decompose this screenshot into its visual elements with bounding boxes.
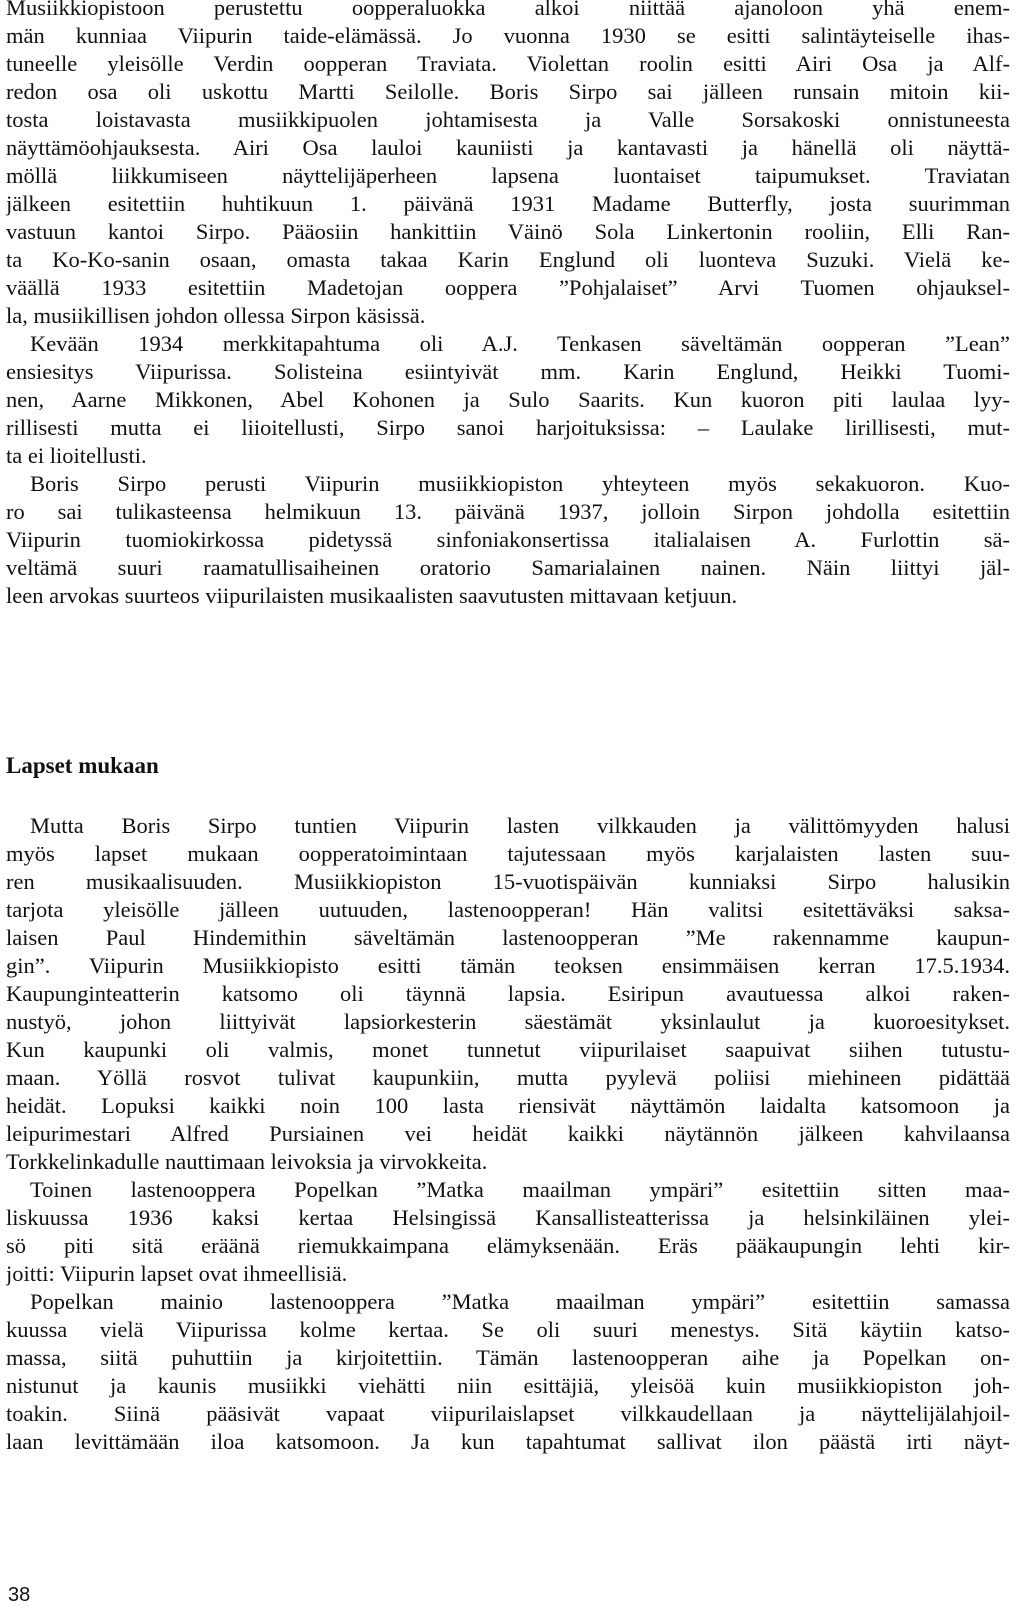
text-line: ren musikaalisuuden. Musiikkiopiston 15-vuotispäivän kunniaksi Sirpo halusikin [6, 869, 1010, 894]
text-line: Viipurin tuomiokirkossa pidetyssä sinfoniakonsertissa italialaisen A. Furlottin sä- [6, 527, 1010, 552]
text-line: nustyö, johon liittyivät lapsiorkesterin säestämät yksinlaulut ja kuoroesitykset. [6, 1009, 1010, 1034]
text-line: liskuussa 1936 kaksi kertaa Helsingissä Kansallisteatterissa ja helsinkiläinen ylei- [6, 1205, 1010, 1230]
text-line: laan levittämään iloa katsomoon. Ja kun tapahtumat sallivat ilon päästä irti näyt- [6, 1429, 1010, 1454]
text-line: tarjota yleisölle jälleen uutuuden, lastenoopperan! Hän valitsi esitettäväksi saksa- [6, 897, 1010, 922]
text-line: väällä 1933 esitettiin Madetojan ooppera ”Pohjalaiset” Arvi Tuomen ohjauksel- [6, 275, 1010, 300]
text-line: Torkkelinkadulle nauttimaan leivoksia ja virvokkeita. [6, 1149, 488, 1174]
text-line: tuneelle yleisölle Verdin oopperan Traviata. Violettan roolin esitti Airi Osa ja Alf- [6, 51, 1010, 76]
text-line: kuussa vielä Viipurissa kolme kertaa. Se oli suuri menestys. Sitä käytiin katso- [6, 1317, 1010, 1342]
text-line: män kunniaa Viipurin taide-elämässä. Jo vuonna 1930 se esitti salintäyteiselle ihas- [6, 23, 1010, 48]
text-line: ta ei lioitellusti. [6, 443, 147, 468]
text-line: ro sai tulikasteensa helmikuun 13. päivänä 1937, jolloin Sirpon johdolla esitettiin [6, 499, 1010, 524]
text-line: Popelkan mainio lastenooppera ”Matka maailman ympäri” esitettiin samassa [30, 1289, 1010, 1314]
body-text-children-opera [6, 812, 1010, 1456]
body-text-opera-history [6, 0, 1010, 610]
text-line: maan. Yöllä rosvot tulivat kaupunkiin, mutta pyylevä poliisi miehineen pidättää [6, 1065, 1010, 1090]
text-line: veltämä suuri raamatullisaiheinen oratorio Samarialainen nainen. Näin liittyi jäl- [6, 555, 1010, 580]
text-line: näyttämöohjauksesta. Airi Osa lauloi kauniisti ja kantavasti ja hänellä oli näyttä- [6, 135, 1010, 160]
text-line: redon osa oli uskottu Martti Seilolle. Boris Sirpo sai jälleen runsain mitoin kii- [6, 79, 1010, 104]
text-line: massa, siitä puhuttiin ja kirjoitettiin. Tämän lastenoopperan aihe ja Popelkan on- [6, 1345, 1010, 1370]
page-number: 38 [8, 1584, 31, 1606]
text-line: laisen Paul Hindemithin säveltämän lastenoopperan ”Me rakennamme kaupun- [6, 925, 1010, 950]
text-line: gin”. Viipurin Musiikkiopisto esitti tämän teoksen ensimmäisen kerran 17.5.1934. [6, 953, 1010, 978]
text-line: la, musiikillisen johdon ollessa Sirpon käsissä. [6, 303, 426, 328]
text-line: nen, Aarne Mikkonen, Abel Kohonen ja Sulo Saarits. Kun kuoron piti laulaa lyy- [6, 387, 1010, 412]
text-line: Boris Sirpo perusti Viipurin musiikkiopiston yhteyteen myös sekakuoron. Kuo- [30, 471, 1010, 496]
text-line: myös lapset mukaan oopperatoimintaan tajutessaan myös karjalaisten lasten suu- [6, 841, 1010, 866]
text-line: Kun kaupunki oli valmis, monet tunnetut viipurilaiset saapuivat siihen tutustu- [6, 1037, 1010, 1062]
text-line: möllä liikkumiseen näyttelijäperheen lapsena luontaiset taipumukset. Traviatan [6, 163, 1010, 188]
text-line: joitti: Viipurin lapset ovat ihmeellisiä. [6, 1261, 348, 1286]
text-line: rillisesti mutta ei liioitellusti, Sirpo sanoi harjoituksissa: – Laulake lirillisesti, mut- [6, 415, 1010, 440]
text-line: tosta loistavasta musiikkipuolen johtamisesta ja Valle Sorsakoski onnistuneesta [6, 107, 1010, 132]
text-line: leen arvokas suurteos viipurilaisten musikaalisten saavutusten mittavaan ketjuun. [6, 583, 738, 608]
text-line: vastuun kantoi Sirpo. Pääosiin hankittiin Väinö Sola Linkertonin rooliin, Elli Ran- [6, 219, 1010, 244]
text-line: sö piti sitä eräänä riemukkaimpana elämyksenään. Eräs pääkaupungin lehti kir- [6, 1233, 1010, 1258]
text-line: nistunut ja kaunis musiikki viehätti niin esittäjiä, yleisöä kuin musiikkiopiston joh- [6, 1373, 1010, 1398]
text-line: Musiikkiopistoon perustettu oopperaluokka alkoi niittää ajanoloon yhä enem- [6, 0, 1010, 20]
text-line: Kevään 1934 merkkitapahtuma oli A.J. Tenkasen säveltämän oopperan ”Lean” [30, 331, 1010, 356]
text-line: heidät. Lopuksi kaikki noin 100 lasta riensivät näyttämön laidalta katsomoon ja [6, 1093, 1010, 1118]
section-heading: Lapset mukaan [6, 753, 159, 778]
text-line: Toinen lastenooppera Popelkan ”Matka maailman ympäri” esitettiin sitten maa- [30, 1177, 1010, 1202]
text-line: Mutta Boris Sirpo tuntien Viipurin lasten vilkkauden ja välittömyyden halusi [30, 813, 1010, 838]
text-line: toakin. Siinä pääsivät vapaat viipurilaislapset vilkkaudellaan ja näyttelijälahjoil- [6, 1401, 1010, 1426]
text-line: leipurimestari Alfred Pursiainen vei heidät kaikki näytännön jälkeen kahvilaansa [6, 1121, 1010, 1146]
text-line: ta Ko-Ko-sanin osaan, omasta takaa Karin Englund oli luonteva Suzuki. Vielä ke- [6, 247, 1010, 272]
text-line: Kaupunginteatterin katsomo oli täynnä lapsia. Esiripun avautuessa alkoi raken- [6, 981, 1010, 1006]
text-line: jälkeen esitettiin huhtikuun 1. päivänä 1931 Madame Butterfly, josta suurimman [6, 191, 1010, 216]
text-line: ensiesitys Viipurissa. Solisteina esiintyivät mm. Karin Englund, Heikki Tuomi- [6, 359, 1010, 384]
